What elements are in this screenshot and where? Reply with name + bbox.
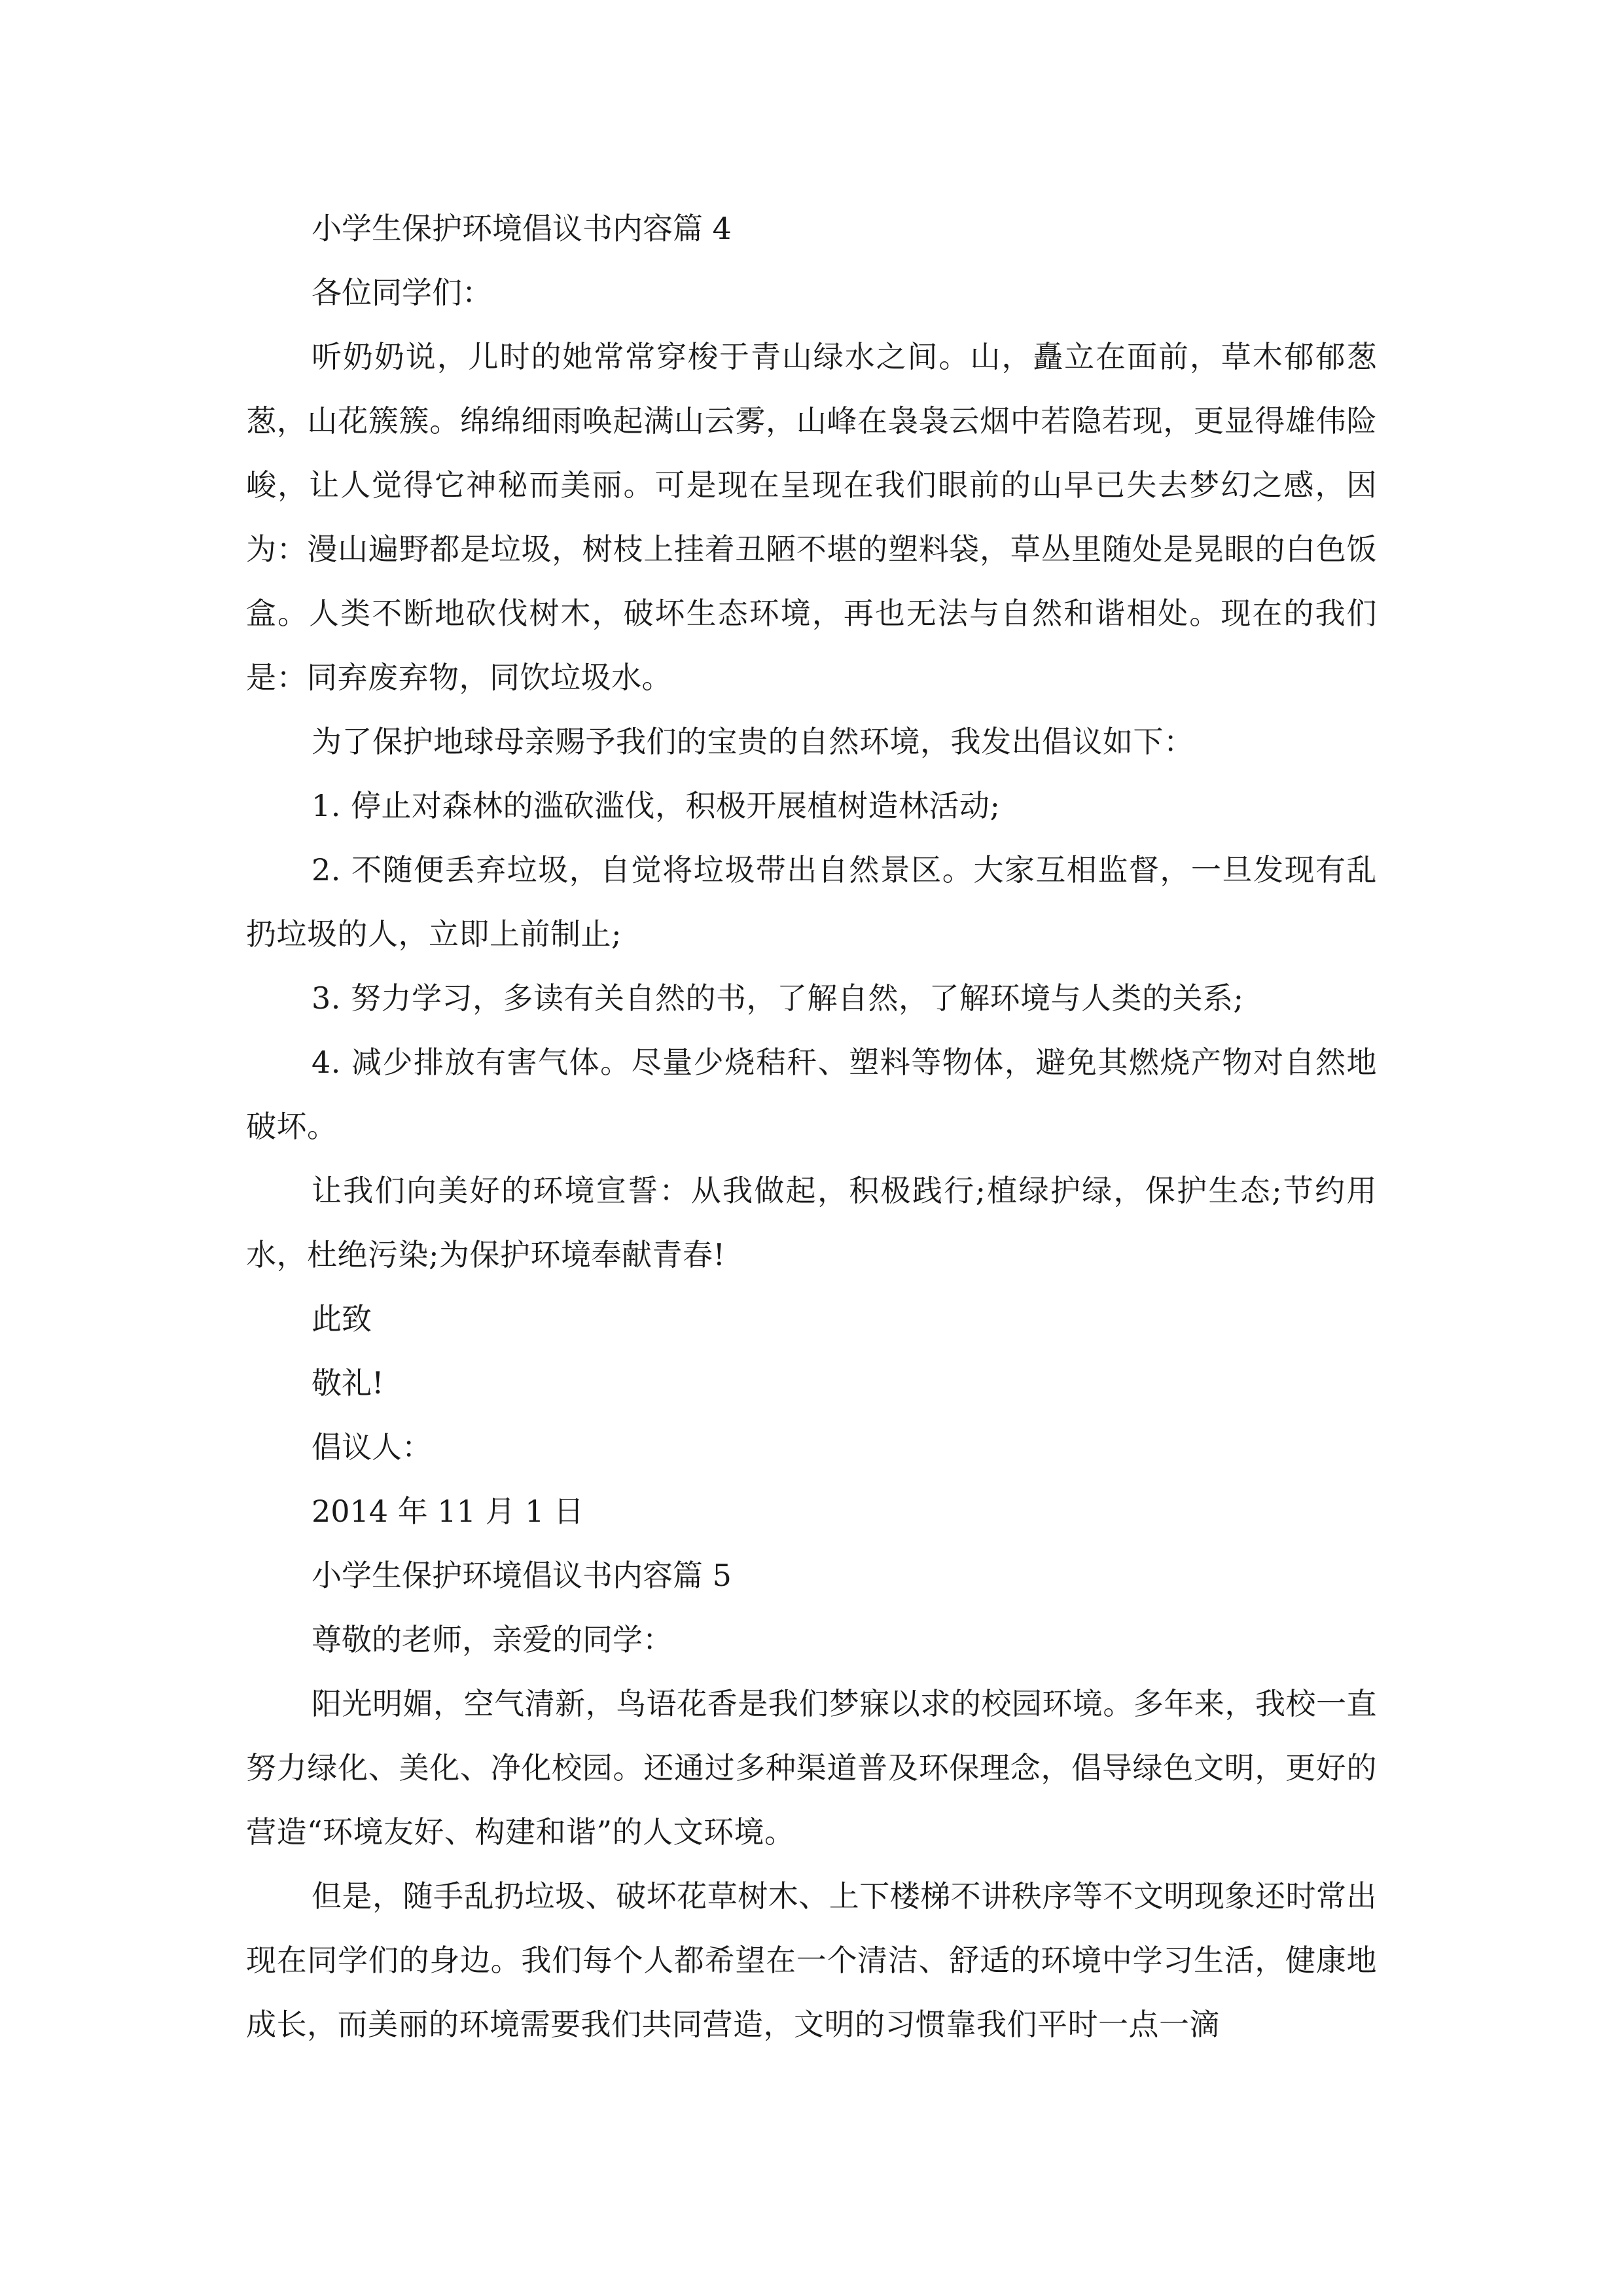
document-page <box>246 196 1377 2056</box>
list-item: 4. 减少排放有害气体。尽量少烧秸秆、塑料等物体，避免其燃烧产物对自然地破坏。 <box>246 1045 1377 1144</box>
greeting: 各位同学们： <box>312 275 492 310</box>
paragraph: 但是，随手乱扔垃圾、破坏花草树木、上下楼梯不讲秩序等不文明现象还时常出现在同学们的身边。我们每个人都希望在一个清洁、舒适的环境中学习生活，健康地成长，而美丽的环境需要我们共同营造，文明的习惯靠我们平时一点一滴 <box>246 1878 1377 2042</box>
closing-line: 此致 <box>312 1301 372 1336</box>
signer: 倡议人： <box>312 1429 432 1465</box>
date: 2014 年 11 月 1 日 <box>312 1494 584 1529</box>
closing-line: 敬礼! <box>312 1365 384 1401</box>
list-item: 3. 努力学习，多读有关自然的书，了解自然，了解环境与人类的关系; <box>312 980 1244 1016</box>
paragraph: 听奶奶说，儿时的她常常穿梭于青山绿水之间。山，矗立在面前，草木郁郁葱葱，山花簇簇。绵绵细雨唤起满山云雾，山峰在袅袅云烟中若隐若现，更显得雄伟险峻，让人觉得它神秘而美丽。可是现在呈现在我们眼前的山早已失去梦幻之感，因为：漫山遍野都是垃圾，树枝上挂着丑陋不堪的塑料袋，草丛里随处是晃眼的白色饭盒。人类不断地砍伐树木，破坏生态环境，再也无法与自然和谐相处。现在的我们是：同弃废弃物，同饮垃圾水。 <box>246 339 1377 695</box>
greeting: 尊敬的老师，亲爱的同学： <box>312 1622 673 1657</box>
paragraph: 为了保护地球母亲赐予我们的宝贵的自然环境，我发出倡议如下： <box>312 724 1194 759</box>
section-title: 小学生保护环境倡议书内容篇 5 <box>312 1558 732 1593</box>
paragraph: 阳光明媚，空气清新，鸟语花香是我们梦寐以求的校园环境。多年来，我校一直努力绿化、美化、净化校园。还通过多种渠道普及环保理念，倡导绿色文明，更好的营造“环境友好、构建和谐”的人文环境。 <box>246 1686 1377 1850</box>
paragraph: 让我们向美好的环境宣誓：从我做起，积极践行;植绿护绿，保护生态;节约用水，杜绝污染;为保护环境奉献青春! <box>246 1173 1377 1272</box>
section-title: 小学生保护环境倡议书内容篇 4 <box>312 211 732 246</box>
list-item: 2. 不随便丢弃垃圾，自觉将垃圾带出自然景区。大家互相监督，一旦发现有乱扔垃圾的人，立即上前制止; <box>246 852 1377 952</box>
list-item: 1. 停止对森林的滥砍滥伐，积极开展植树造林活动; <box>312 788 1001 823</box>
